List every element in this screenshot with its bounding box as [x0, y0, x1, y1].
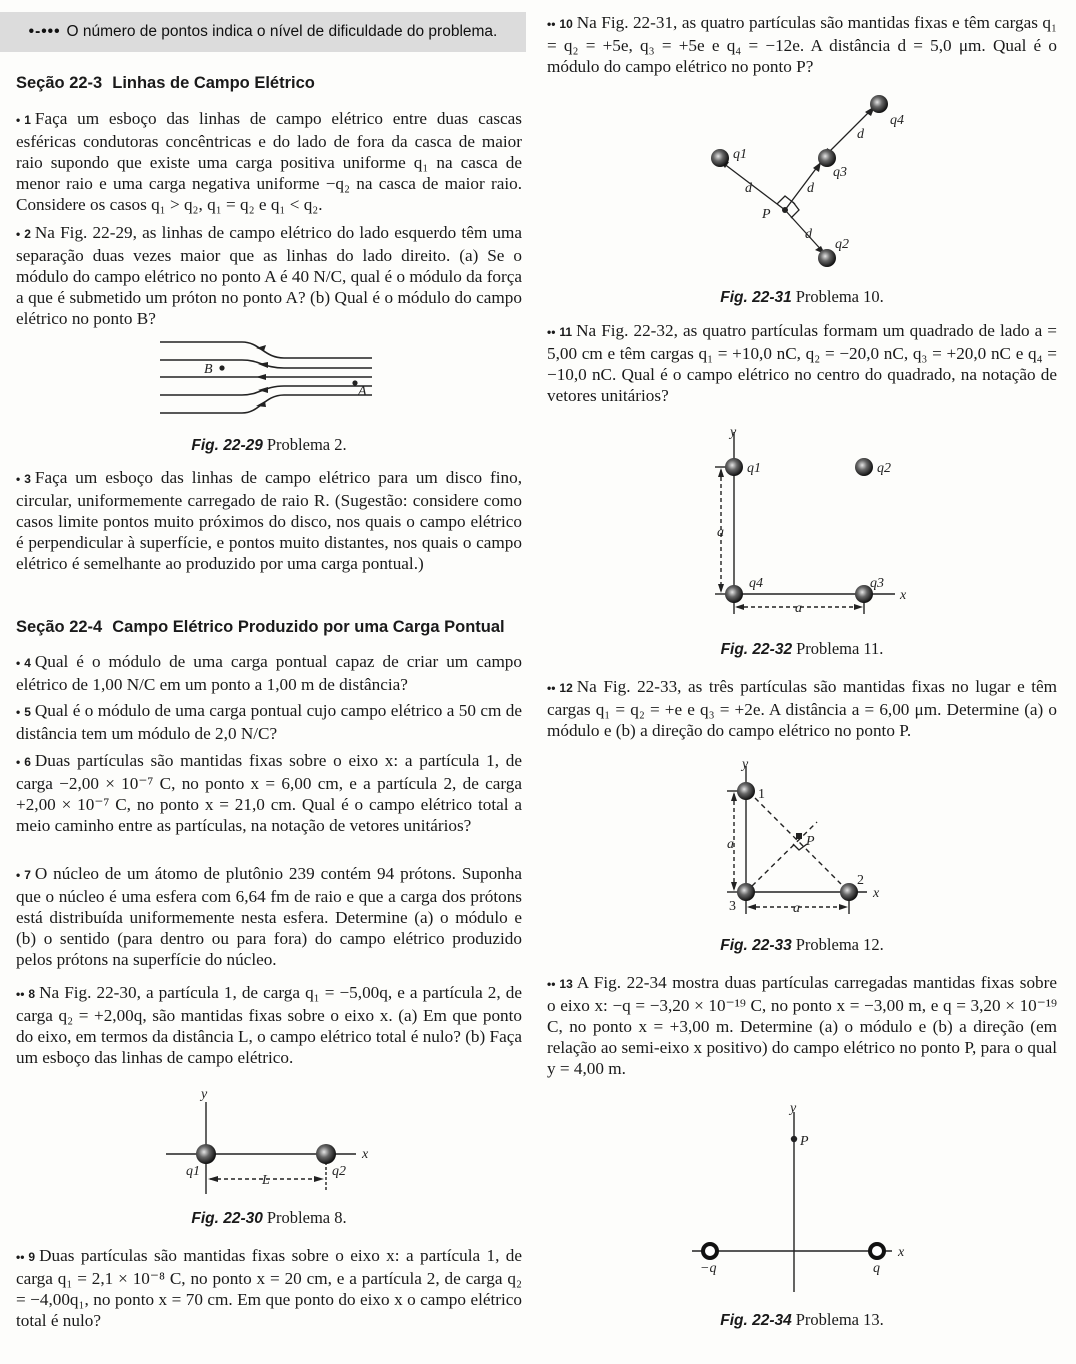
- point-P: [796, 833, 802, 839]
- svg-text:d: d: [745, 181, 752, 196]
- svg-text:y: y: [790, 1101, 797, 1116]
- svg-text:x: x: [900, 588, 907, 603]
- problem-12: •• 12 Na Fig. 22-33, as três partículas são mantidas fixas no lugar e têm cargas q₁ = q₂ = +e e q₃ = +2e. A distância a = 6,00 μm. Determine (a) o módulo e (b) a direção do campo elétrico no ponto P.: [547, 677, 1057, 740]
- charge-q2: [855, 458, 873, 476]
- figure-22-31-caption: Fig. 22-31 Problema 10.: [720, 287, 884, 306]
- svg-text:d: d: [807, 181, 814, 196]
- difficulty-dots: •-•••: [28, 23, 61, 40]
- problem-8: •• 8 Na Fig. 22-30, a partícula 1, de carga q₁ = −5,00q, e a partícula 2, de carga q₂ = +2,00q, são mantidas fixas sobre o eixo x. (a) Em que ponto do eixo, em termos da distância L, o campo elétrico total é nulo? (b) Faça um esboço das linhas de campo elétrico.: [16, 983, 522, 1067]
- figure-22-33-triangle-charges: [727, 758, 897, 923]
- figure-22-34-caption: Fig. 22-34 Problema 13.: [720, 1310, 884, 1329]
- section-heading-22-4: Seção 22-4 Campo Elétrico Produzido por uma Carga Pontual: [16, 618, 505, 636]
- point-P: [782, 207, 788, 213]
- svg-text:y: y: [201, 1087, 208, 1102]
- difficulty-legend-banner: [0, 12, 526, 52]
- problem-10: •• 10 Na Fig. 22-31, as quatro partículas são mantidas fixas e têm cargas q₁ = q₂ = +5e, q₃ = +5e e q₄ = −12e. A distância d = 5,0 μm. Qual é o módulo do campo elétrico no ponto P?: [547, 13, 1057, 76]
- problem-7: • 7 O núcleo de um átomo de plutônio 239 contém 94 prótons. Suponha que o núcleo é uma esfera com 6,64 fm de raio e que a carga dos prótons está distribuída uniformemente nesta esfera. Determine (a) o módulo e (b) o sentido (para dentro ou para fora) do campo elétrico produzido pelos prótons na superfície do núcleo.: [16, 864, 522, 969]
- svg-text:a: a: [795, 601, 802, 616]
- figure-22-31-four-charges: [707, 92, 907, 272]
- svg-text:q4: q4: [749, 576, 763, 591]
- problem-5: • 5 Qual é o módulo de uma carga pontual cujo campo elétrico a 50 cm de distância tem um módulo de 2,0 N/C?: [16, 701, 522, 743]
- figure-22-33-caption: Fig. 22-33 Problema 12.: [720, 935, 884, 954]
- figure-22-29-caption: Fig. 22-29 Problema 2.: [191, 435, 347, 454]
- problem-4: • 4 Qual é o módulo de uma carga pontual capaz de criar um campo elétrico de 1,00 N/C em um ponto a 1,00 m de distância?: [16, 652, 522, 694]
- svg-text:P: P: [762, 207, 771, 222]
- svg-text:2: 2: [857, 873, 864, 888]
- charge-2: [840, 883, 858, 901]
- svg-text:q: q: [873, 1261, 880, 1276]
- svg-text:3: 3: [729, 899, 736, 914]
- svg-text:x: x: [362, 1147, 369, 1162]
- figure-22-30-caption: Fig. 22-30 Problema 8.: [191, 1208, 347, 1227]
- svg-text:q2: q2: [877, 461, 891, 476]
- point-A-label: A: [358, 384, 367, 399]
- svg-text:a: a: [793, 901, 800, 916]
- svg-text:q1: q1: [747, 461, 761, 476]
- svg-text:a: a: [727, 837, 734, 852]
- svg-text:1: 1: [758, 787, 765, 802]
- problem-9: •• 9 Duas partículas são mantidas fixas sobre o eixo x: a partícula 1, de carga q₁ = 2,1 × 10⁻⁸ C, no ponto x = 20 cm, e a partícula 2, de carga q₂ = −4,00q₁, no ponto x = 70 cm. Em que ponto do eixo x o campo elétrico total é nulo?: [16, 1246, 522, 1330]
- charge-3: [737, 883, 755, 901]
- charge-positive-q: [870, 1244, 884, 1258]
- svg-text:P: P: [806, 834, 815, 849]
- svg-text:d: d: [805, 227, 812, 242]
- charge-q4: [725, 585, 743, 603]
- svg-text:q2: q2: [835, 237, 849, 252]
- section-heading-22-3: Seção 22-3 Linhas de Campo Elétrico: [16, 74, 315, 92]
- problem-3: • 3 Faça um esboço das linhas de campo elétrico para um disco fino, circular, uniformemente carregado de raio R. (Sugestão: considere como casos limite pontos muito próximos do disco, nos quais o campo elétrico é perpendicular à superfície, e pontos muito distantes, nos quais o campo elétrico é semelhante ao produzido por uma carga pontual.): [16, 468, 522, 573]
- svg-text:a: a: [717, 525, 724, 540]
- svg-text:q1: q1: [186, 1164, 200, 1179]
- problem-13: •• 13 A Fig. 22-34 mostra duas partículas carregadas mantidas fixas sobre o eixo x: −q = −3,20 × 10⁻¹⁹ C, no ponto x = −3,00 m, e q = 3,20 × 10⁻¹⁹ C, no ponto x = +3,00 m. Determine (a) o módulo e (b) a direção (em relação ao semi-eixo x positivo) do campo elétrico no ponto P, para o qual y = 4,00 m.: [547, 973, 1057, 1078]
- svg-text:L: L: [262, 1173, 270, 1188]
- charge-negative-q: [703, 1244, 717, 1258]
- figure-22-34-dipole: [692, 1100, 912, 1300]
- svg-text:x: x: [898, 1245, 905, 1260]
- point-A-marker: [352, 380, 357, 385]
- svg-text:q1: q1: [733, 147, 747, 162]
- problem-1: • 1 Faça um esboço das linhas de campo elétrico entre duas cascas esféricas condutoras concêntricas e do lado de fora da casca de maior raio supondo que existe uma carga positiva uniforme q₁ na casca de menor raio e uma carga negativa uniforme −q₂ na casca de maior raio. Considere os casos q₁ > q₂, q₁ = q₂ e q₁ < q₂.: [16, 109, 522, 214]
- figure-22-32-square-charges: [717, 422, 917, 616]
- svg-text:q3: q3: [870, 576, 884, 591]
- problem-11: •• 11 Na Fig. 22-32, as quatro partículas formam um quadrado de lado a = 5,00 cm e têm cargas q₁ = +10,0 nC, q₂ = −20,0 nC, q₃ = +20,0 nC e q₄ = −10,0 nC. Qual é o campo elétrico no centro do quadrado, na notação de vetores unitários?: [547, 321, 1057, 405]
- svg-text:q4: q4: [890, 113, 904, 128]
- svg-text:x: x: [873, 886, 880, 901]
- banner-text: O número de pontos indica o nível de dificuldade do problema.: [66, 23, 498, 40]
- svg-text:d: d: [857, 127, 864, 142]
- point-P: [791, 1136, 797, 1142]
- charge-q1: [725, 458, 743, 476]
- figure-22-32-caption: Fig. 22-32 Problema 11.: [720, 639, 884, 658]
- svg-text:−q: −q: [700, 1261, 717, 1276]
- figure-22-30-two-charges: [166, 1082, 396, 1197]
- svg-text:P: P: [800, 1134, 809, 1149]
- charge-q1: [196, 1144, 216, 1164]
- figure-22-29-field-lines: [160, 338, 400, 418]
- charge-q2: [316, 1144, 336, 1164]
- charge-q1: [711, 149, 729, 167]
- point-B-marker: [219, 365, 224, 370]
- charge-q4: [870, 95, 888, 113]
- svg-text:q2: q2: [332, 1164, 346, 1179]
- svg-text:y: y: [742, 757, 749, 772]
- point-B-label: B: [204, 362, 213, 377]
- svg-text:y: y: [730, 425, 737, 440]
- charge-1: [737, 782, 755, 800]
- problem-2: • 2 Na Fig. 22-29, as linhas de campo elétrico do lado esquerdo têm uma separação duas vezes maior que as linhas do lado direito. (a) Se o módulo do campo elétrico no ponto A é 40 N/C, qual é o módulo da força a que é submetido um próton no ponto A? (b) Qual é o módulo do campo elétrico no ponto B?: [16, 223, 522, 328]
- svg-text:q3: q3: [833, 165, 847, 180]
- charge-q2: [818, 249, 836, 267]
- problem-6: • 6 Duas partículas são mantidas fixas sobre o eixo x: a partícula 1, de carga −2,00 × 10⁻⁷ C, no ponto x = 6,00 cm, e a partícula 2, de carga +2,00 × 10⁻⁷ C, no ponto x = 21,0 cm. Qual é o campo elétrico total a meio caminho entre as partículas, na notação de vetores unitários?: [16, 751, 522, 835]
